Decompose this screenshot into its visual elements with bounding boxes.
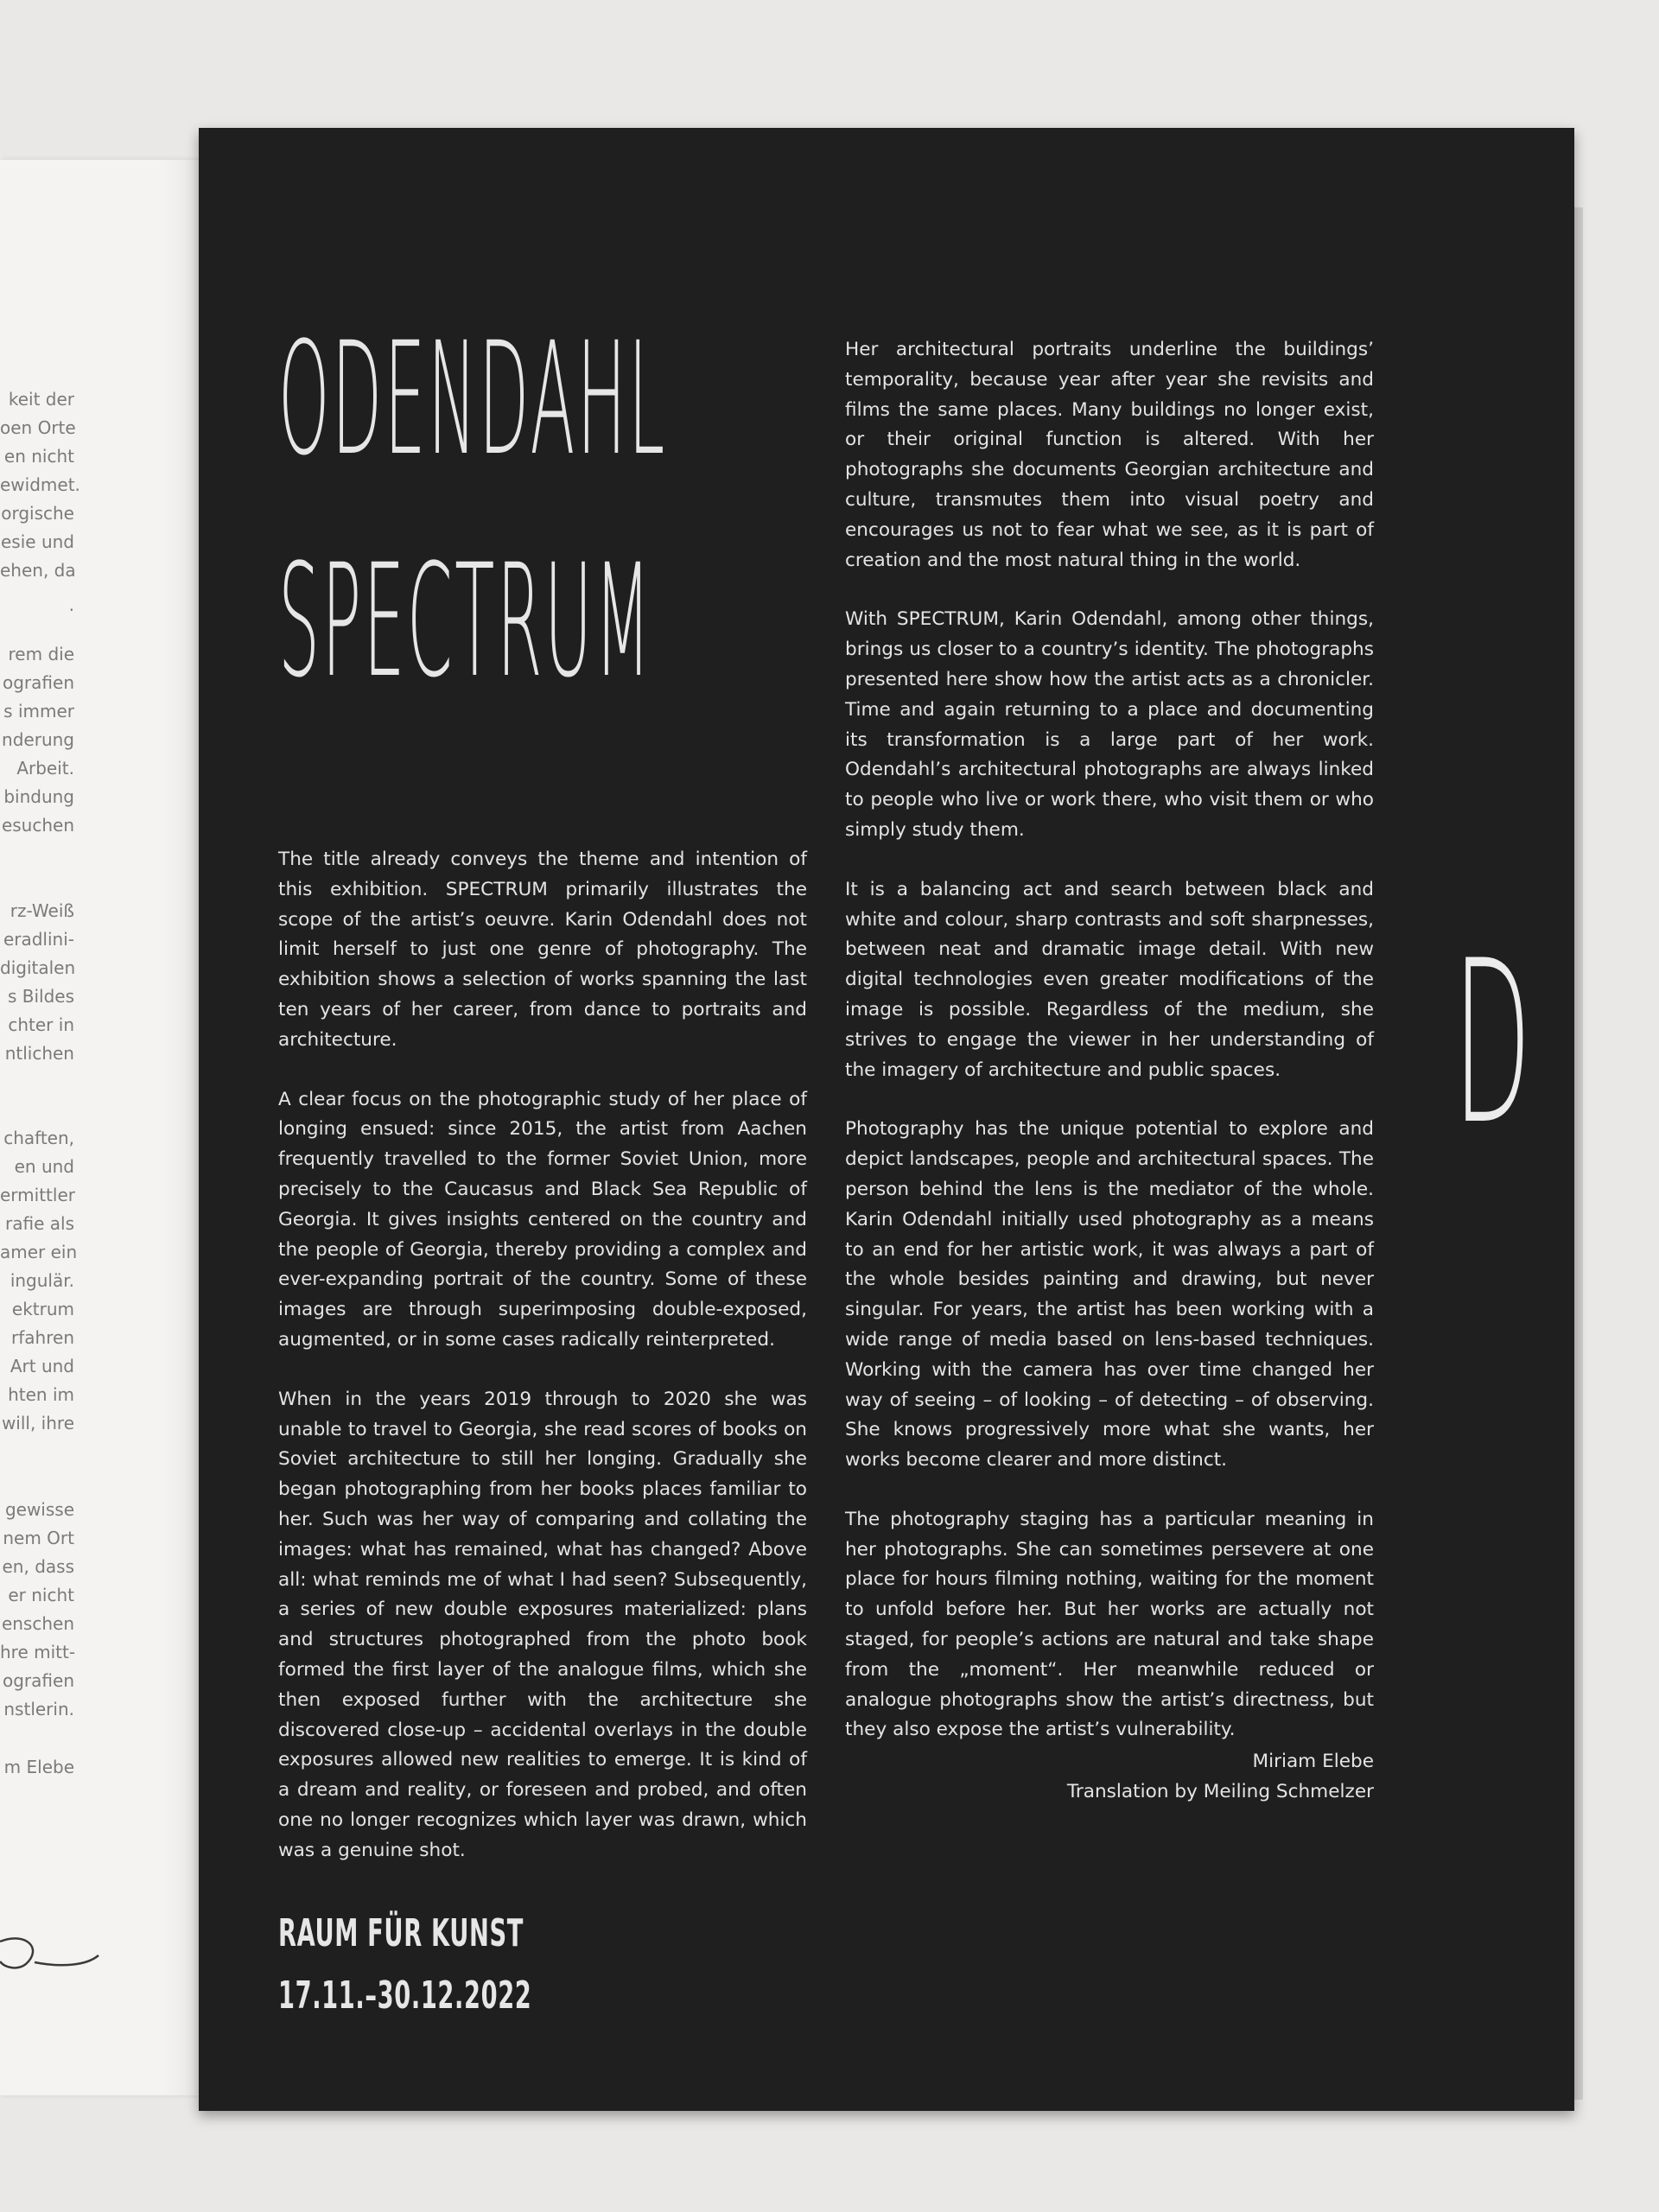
- underlying-text-line: esuchen: [1, 815, 74, 836]
- exhibition-dates: 17.11.–30.12.2022: [278, 1974, 532, 2018]
- paragraph: A clear focus on the photographic study of her place of longing ensued: since 2015, the artist from Aachen frequently travelled to the former Soviet Union, more precisely to the Caucasus and Black Sea Republic of Georgia. It gives insights centered on the country and the people of Georgia, thereby providing a complex and ever-expanding portrait of the country. Some of these images are through superimposing double-exposed, augmented, or in some cases radically reinterpreted.: [278, 1088, 807, 1351]
- handwritten-signature: [0, 1923, 112, 1983]
- underlying-text-line: bindung: [3, 786, 74, 807]
- underlying-text-line: hre mitt-: [0, 1642, 76, 1662]
- author-name: Miriam Elebe: [1252, 1751, 1374, 1773]
- underlying-text-line: nem Ort: [3, 1528, 74, 1548]
- underlying-text-line: amer ein: [0, 1242, 78, 1262]
- underlying-text-line: rfahren: [11, 1327, 74, 1348]
- underlying-text-line: Art und: [10, 1356, 74, 1376]
- underlying-text-line: nstlerin.: [3, 1699, 74, 1719]
- underlying-text-line: ografien: [3, 1670, 74, 1691]
- paragraph: With SPECTRUM, Karin Odendahl, among other things, brings us closer to a country’s identity. The photographs presented here show how the artist acts as a chronicler. Time and again returning to a place and documenting its transformation is a large part of her work. Odendahl’s architectural photographs are always linked to people who live or work there, who visit them or who simply study them.: [845, 608, 1374, 841]
- underlying-text-line: Arbeit.: [16, 758, 74, 779]
- underlying-text-line: chaften,: [3, 1128, 74, 1148]
- underlying-text-line: en und: [14, 1156, 74, 1177]
- paragraph: Her architectural portraits underline the buildings’ temporality, because year after year she revisits and films the same places. Many buildings no longer exist, or their original function is altered. With her photographs she documents Georgian architecture and culture, transmutes them into visual poetry and encourages us not to fear what we see, as it is part of creation and the most natural thing in the world.: [845, 339, 1374, 571]
- underlying-text-line: ermittler: [0, 1185, 75, 1205]
- title-line-1: ODENDAHL: [278, 309, 667, 490]
- underlying-text-line: will, ihre: [1, 1413, 74, 1433]
- underlying-text-line: s Bildes: [7, 986, 74, 1007]
- underlying-text-line: oen Orte: [0, 417, 76, 438]
- underlying-text-line: ektrum: [11, 1299, 74, 1319]
- paragraph: It is a balancing act and search between black and white and colour, sharp contrasts and soft sharpnesses, between neat and dramatic image detail. With new digital technologies even greater modifications of the image is possible. Regardless of the medium, she strives to engage the viewer in her understanding of the imagery of architecture and public spaces.: [845, 878, 1374, 1081]
- paragraph: The photography staging has a particular meaning in her photographs. She can sometimes persevere at one place for hours filming nothing, waiting for the moment to unfold before her. But her works are actually not staged, for people’s actions are natural and take shape from the „moment“. Her meanwhile reduced or analogue photographs show the artist’s directness, but they also expose the artist’s vulnerability.: [845, 1508, 1374, 1741]
- underlying-text-line: en, dass: [2, 1556, 74, 1577]
- underlying-text-line: ewidmet.: [0, 474, 80, 495]
- page-fold-shadow: [164, 160, 199, 2095]
- underlying-text-line: s immer: [3, 701, 74, 721]
- underlying-text-line: enschen: [1, 1613, 74, 1634]
- translation-credit: Translation by Meiling Schmelzer: [1066, 1781, 1374, 1803]
- underlying-text-line: orgische: [1, 503, 74, 524]
- underlying-text-line: keit der: [8, 389, 74, 410]
- underlying-text-line: er nicht: [8, 1585, 74, 1605]
- underlying-text-line: ntlichen: [4, 1043, 74, 1064]
- paragraph: Photography has the unique potential to explore and depict landscapes, people and architectural spaces. The person behind the lens is the mediator of the whole. Karin Odendahl initially used photography as a means to an end for her artistic work, it was always a part of the whole besides painting and drawing, but never singular. For years, the artist has been working with a wide range of media based on lens-based techniques. Working with the camera has over time changed her way of seeing – of looking – of detecting – of observing. She knows progressively more what she wants, her works become clearer and more distinct.: [845, 1118, 1374, 1471]
- brochure-page: [199, 128, 1574, 2111]
- underlying-text-line: rafie als: [5, 1213, 74, 1234]
- paragraph: When in the years 2019 through to 2020 she was unable to travel to Georgia, she read scores of books on Soviet architecture to still her longing. Gradually she began photographing from her books places familiar to her. Such was her way of comparing and collating the images: what has remained, what has changed? Above all: what reminds me of what I had seen? Subsequently, a series of new double exposures materialized: plans and structures photographed from the photo book formed the first layer of the analogue films, which she then exposed further with the architecture she discovered close-up – accidental overlays in the double exposures allowed new realities to emerge. It is kind of a dream and reality, or foreseen and probed, and often one no longer recognizes which layer was drawn, which was a genuine shot.: [278, 1388, 807, 1861]
- paragraph: The title already conveys the theme and intention of this exhibition. SPECTRUM primarily illustrates the scope of the artist’s oeuvre. Karin Odendahl does not limit herself to just one genre of photography. The exhibition shows a selection of works spanning the last ten years of her career, from dance to portraits and architecture.: [278, 849, 807, 1051]
- left-text-column: [278, 845, 807, 1866]
- underlying-text-line: chter in: [8, 1014, 74, 1035]
- venue-name: RAUM FÜR KUNST: [278, 1911, 524, 1955]
- underlying-text-line: en nicht: [3, 446, 74, 467]
- underlying-text-line: hten im: [8, 1384, 74, 1405]
- underlying-text-line: .: [68, 594, 74, 615]
- underlying-text-line: rz-Weiß: [10, 900, 74, 921]
- title-line-2: SPECTRUM: [278, 531, 653, 712]
- page-letter: D: [1453, 913, 1532, 1174]
- underlying-text-line: rem die: [8, 644, 74, 664]
- underlying-text-line: ografien: [3, 672, 74, 693]
- underlying-text-line: digitalen: [0, 957, 76, 978]
- right-text-column: [845, 335, 1374, 1808]
- underlying-text-line: ehen, da: [0, 560, 76, 581]
- underlying-text-line: esie und: [1, 531, 74, 552]
- underlying-text-line: nderung: [2, 729, 74, 750]
- underlying-text-line: gewisse: [4, 1499, 74, 1520]
- underlying-text-line: eradlini-: [3, 929, 74, 950]
- underlying-text-line: ingulär.: [10, 1270, 74, 1291]
- underlying-text-line: m Elebe: [3, 1757, 74, 1777]
